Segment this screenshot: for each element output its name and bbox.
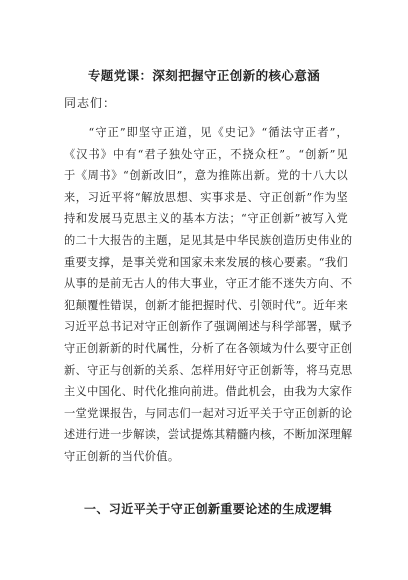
paragraph-line: 的二十大报告的主题，足见其是中华民族创造历史伟业的	[64, 233, 353, 247]
paragraph-line: 来，习近平将“解放思想、实事求是、守正创新”作为坚	[64, 190, 348, 204]
paragraph-line: 述进行进一步解读，尝试提炼其精髓内核，不断加深理解	[64, 428, 353, 442]
document-title: 专题党课：深刻把握守正创新的核心意涵	[87, 68, 321, 83]
paragraph-line: 从事的是前无古人的伟大事业，守正才能不迷失方向、不	[64, 277, 353, 291]
paragraph-line: 主义中国化、时代化推向前进。借此机会，由我为大家作	[64, 385, 353, 399]
paragraph-line: 持和发展马克思主义的基本方法；“守正创新”被写入党	[64, 212, 348, 226]
paragraph-line: 守正创新新的时代属性，分析了在各领域为什么要守正创	[64, 341, 353, 355]
paragraph-line: 习近平总书记对守正创新作了强调阐述与科学部署，赋予	[64, 320, 353, 334]
paragraph-line: 一堂党课报告，与同志们一起对习近平关于守正创新的论	[64, 406, 353, 420]
paragraph-line: 于《周书》“创新改旧”，意为推陈出新。党的十八大以	[64, 169, 348, 183]
paragraph-line: 重要支撑，是事关党和国家未来发展的核心要素。“我们	[64, 255, 348, 269]
section-heading: 一、习近平关于守正创新重要论述的生成逻辑	[84, 502, 333, 516]
paragraph-line: 守正创新的当代价值。	[64, 449, 180, 463]
body-paragraph	[64, 122, 353, 468]
paragraph-line: 《汉书》中有“君子独处守正，不挠众枉”。“创新”见	[64, 147, 348, 161]
paragraph-line: 犯颠覆性错误，创新才能把握时代、引领时代”。近年来	[64, 298, 348, 312]
paragraph-line: “守正”即坚守正道，见《史记》“循法守正者”，	[64, 126, 348, 139]
paragraph-line: 新、守正与创新的关系、怎样用好守正创新等，将马克思	[64, 363, 353, 377]
salutation: 同志们：	[64, 96, 117, 110]
